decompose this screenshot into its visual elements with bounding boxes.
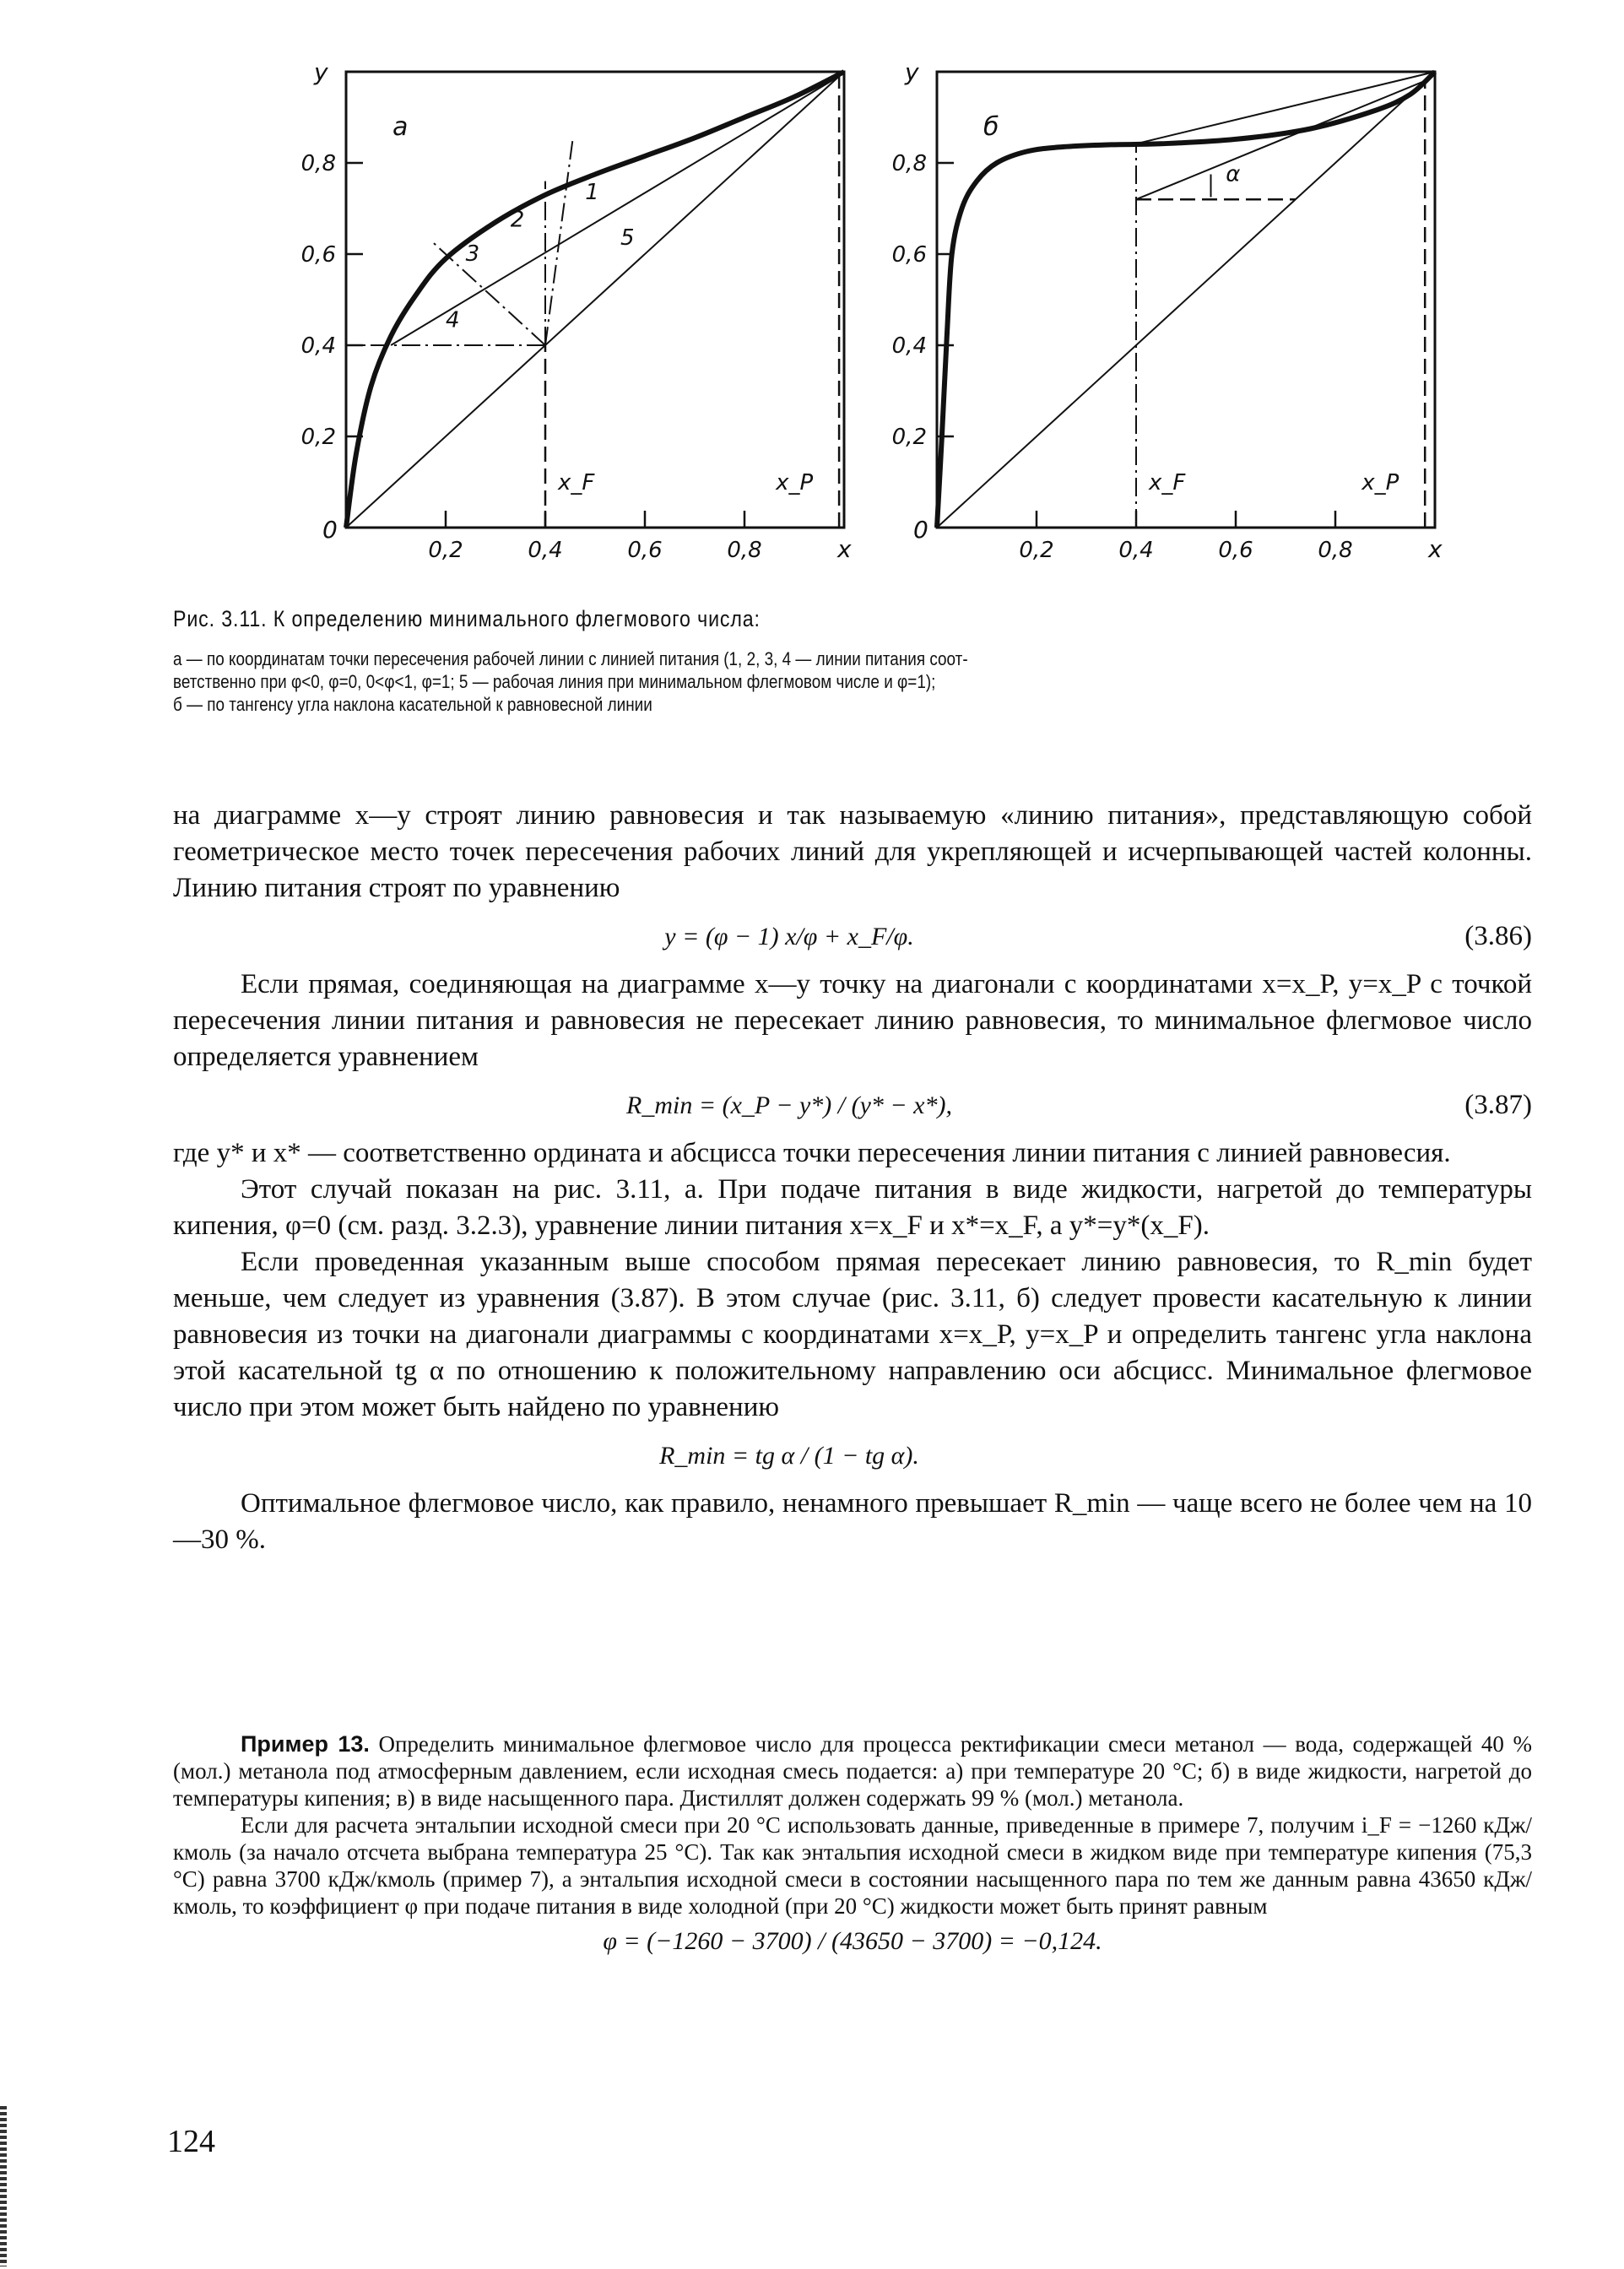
angle-alpha-label: α <box>1226 161 1241 187</box>
x-axis-label: x <box>1428 535 1443 563</box>
equation-formula: φ = (−1260 − 3700) / (43650 − 3700) = −0,124. <box>603 1927 1102 1955</box>
plot-b <box>869 46 1443 587</box>
x-tick-label: 0,2 <box>1019 538 1054 563</box>
body-text <box>173 798 1532 1558</box>
y-tick-label: 0,8 <box>891 151 927 176</box>
figure-caption <box>173 606 1532 716</box>
page-number: 124 <box>167 2124 215 2159</box>
example-paragraph: Пример 13. Определить минимальное флегмовое число для процесса ректификации смеси метанол — вода, содержащей 40 % (мол.) метанола под атмосферным давлением, если исходная смесь подается: а) при температуре 20 °С; б) в виде жидкости, нагретой до температуры кипения; в) в виде насыщенного пара. Дистиллят должен содержать 99 % (мол.) метанола. <box>173 1731 1533 1811</box>
y-axis-label: y <box>314 58 328 86</box>
caption-body <box>173 647 1530 716</box>
x-axis-label: x <box>837 535 852 563</box>
equation-number: (3.86) <box>1464 921 1532 951</box>
x-tick-label: 0,4 <box>1118 538 1154 563</box>
paragraph: Оптимальное флегмовое число, как правило, ненамного превышает R_min — чаще всего не более чем на 10—30 %. <box>173 1488 1532 1555</box>
paragraph: Если прямая, соединяющая на диаграмме x—y точку на диагонали с координатами x=x_P, y=x_P с точкой пересечения линии питания и равновесия не пересекает линию равновесия, то минимальное флегмовое число определяется уравнением <box>173 969 1532 1072</box>
series-operating-line <box>1136 81 1425 199</box>
xF-label: x_F <box>1149 470 1186 495</box>
series-diagonal <box>346 72 844 528</box>
series-label: 1 <box>585 180 599 206</box>
example-equation <box>173 1928 1532 1955</box>
caption-line: ветственно при φ<0, φ=0, 0<φ<1, φ=1; 5 — рабочая линия при минимальном флегмовом числе и φ=1); <box>173 671 936 692</box>
series-label: 2 <box>510 207 525 233</box>
paragraph: на диаграмме x—y строят линию равновесия и так называемую «линию питания», представляющую собой геометрическое место точек пересечения рабочих линий для укрепляющей и исчерпывающей частей колонны. Линию питания строят по уравнению <box>173 800 1532 903</box>
x-tick-label: 0,6 <box>1218 538 1253 563</box>
y-tick-label: 0,4 <box>891 333 927 359</box>
paragraph: где y* и x* — соответственно ордината и абсцисса точки пересечения линии питания с линией равновесия. <box>173 1138 1451 1168</box>
panel-label: б <box>983 112 999 142</box>
equation-formula: y = (φ − 1) x/φ + x_F/φ. <box>664 923 914 950</box>
plot-a <box>279 46 853 587</box>
equation-formula: R_min = (x_P − y*) / (y* − x*), <box>626 1091 952 1119</box>
example-label: Пример 13. <box>241 1731 370 1757</box>
paragraph: Этот случай показан на рис. 3.11, а. При подаче питания в виде жидкости, нагретой до температуры кипения, φ=0 (см. разд. 3.2.3), уравнение линии питания x=x_F и x*=x_F, а y*=y*(x_F). <box>173 1174 1532 1241</box>
example-13 <box>173 1730 1532 1963</box>
y-tick-label: 0,2 <box>891 425 927 450</box>
xP-label: x_P <box>1361 470 1399 495</box>
series-label: 5 <box>620 225 635 252</box>
equation-formula: R_min = tg α / (1 − tg α). <box>659 1442 919 1470</box>
series-feed-line-1 <box>545 140 572 345</box>
x-tick-label: 0,8 <box>727 538 762 563</box>
y-tick-label: 0,2 <box>300 425 336 450</box>
y-axis-label: y <box>905 58 919 86</box>
y-tick-label: 0,8 <box>300 151 336 176</box>
caption-line: а — по координатам точки пересечения рабочей линии с линией питания (1, 2, 3, 4 — линии питания соот- <box>173 648 968 669</box>
x-tick-label: 0,8 <box>1318 538 1353 563</box>
xF-label: x_F <box>558 470 595 495</box>
y-tick-label: 0,6 <box>891 242 927 268</box>
equation-number: (3.87) <box>1464 1090 1532 1120</box>
equation-3-87 <box>173 1087 1532 1124</box>
caption-title: Рис. 3.11. К определению минимального флегмового числа: <box>173 606 761 631</box>
paragraph: Если проведенная указанным выше способом прямая пересекает линию равновесия, то R_min будет меньше, чем следует из уравнения (3.87). В этом случае (рис. 3.11, б) следует провести касательную к линии равновесия из точки на диагонали диаграммы с координатами x=x_P, y=x_P и определить тангенс угла наклона этой касательной tg α по отношению к положительному направлению оси абсцисс. Минимальное флегмовое число при этом может быть найдено по уравнению <box>173 1247 1532 1422</box>
caption-line: б — по тангенсу угла наклона касательной к равновесной линии <box>173 694 652 715</box>
series-operating-line-5 <box>391 76 839 345</box>
origin-label: 0 <box>913 516 928 544</box>
xP-label: x_P <box>776 470 814 495</box>
scan-edge-artifact <box>0 2106 7 2266</box>
equation-3-86 <box>173 918 1532 955</box>
y-tick-label: 0,6 <box>300 242 336 268</box>
x-tick-label: 0,4 <box>528 538 563 563</box>
figure-3-11 <box>279 46 1460 587</box>
origin-label: 0 <box>322 516 338 544</box>
series-label: 3 <box>465 241 480 268</box>
equation-rmin-tangent <box>173 1438 1532 1474</box>
y-tick-label: 0,4 <box>300 333 336 359</box>
x-tick-label: 0,2 <box>428 538 463 563</box>
example-paragraph: Если для расчета энтальпии исходной смеси при 20 °С использовать данные, приведенные в примере 7, получим i_F = −1260 кДж/кмоль (за начало отсчета выбрана температура 25 °С). Так как энтальпия исходной смеси в жидком виде при температуре кипения (75,3 °С) равна 3700 кДж/кмоль (пример 7), а энтальпия исходной смеси в состоянии насыщенного пара по тем же данным равна 43650 кДж/кмоль, то коэффициент φ при подаче питания в виде холодной (при 20 °С) жидкости может быть принят равным <box>173 1812 1532 1919</box>
x-tick-label: 0,6 <box>627 538 663 563</box>
panel-label: а <box>392 112 409 142</box>
series-label: 4 <box>446 307 460 333</box>
